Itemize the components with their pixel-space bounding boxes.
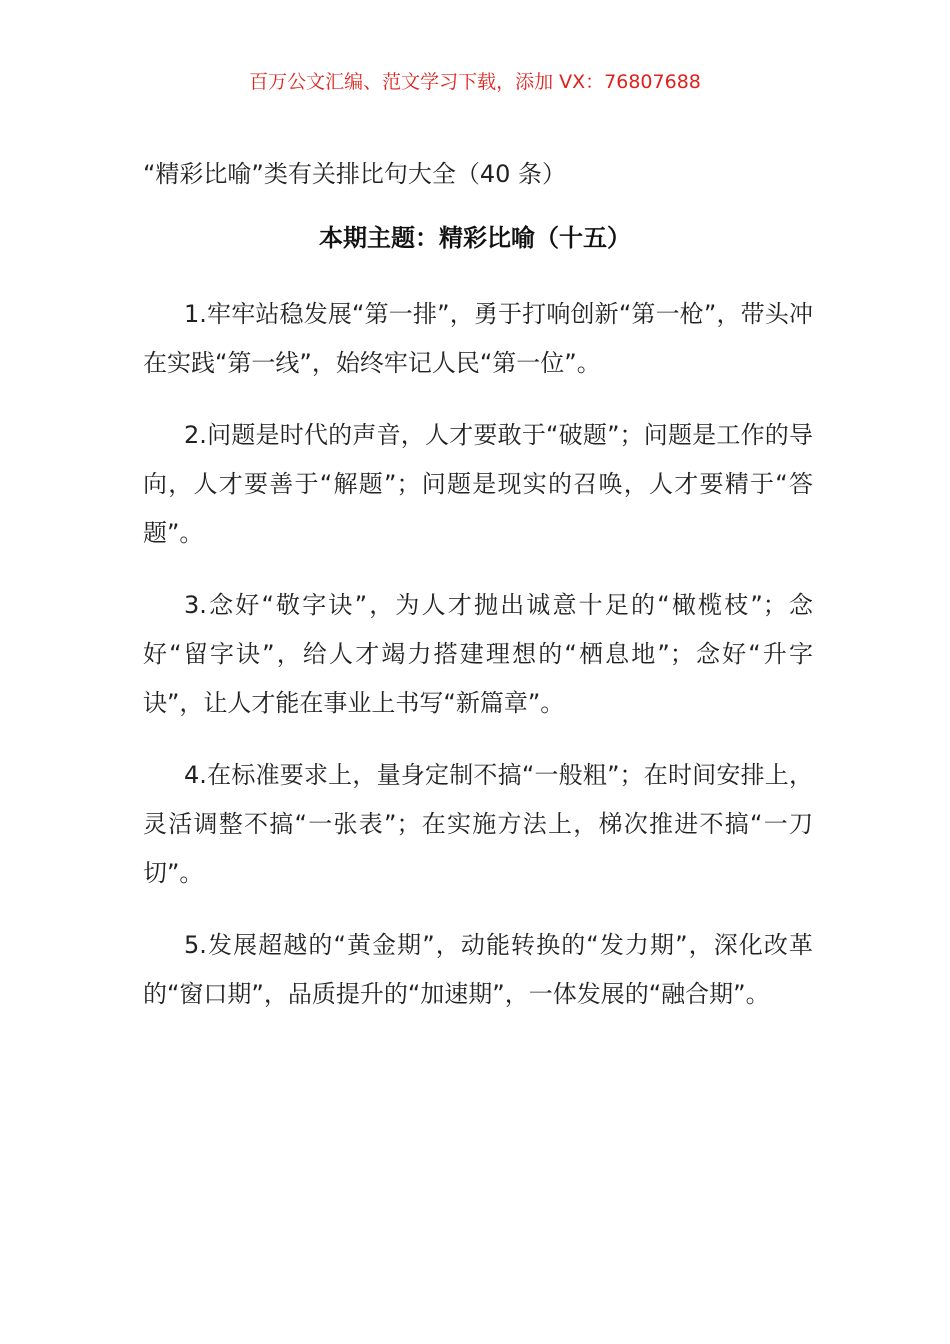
- list-item: 1.牢牢站稳发展“第一排”，勇于打响创新“第一枪”，带头冲在实践“第一线”，始终牢记人民“第一位”。: [143, 300, 813, 377]
- list-item: 2.问题是时代的声音，人才要敢于“破题”；问题是工作的导向，人才要善于“解题”；问题是现实的召唤，人才要精于“答题”。: [143, 421, 813, 547]
- issue-theme-heading: 本期主题：精彩比喻（十五）: [319, 224, 631, 252]
- document-title: “精彩比喻”类有关排比句大全（40 条）: [143, 160, 567, 188]
- watermark-header: 百万公文汇编、范文学习下载，添加 VX：76807688: [249, 71, 701, 93]
- sentence-list: [143, 290, 813, 1042]
- list-item: 4.在标准要求上，量身定制不搞“一般粗”；在时间安排上，灵活调整不搞“一张表”；在实施方法上，梯次推进不搞“一刀切”。: [143, 761, 813, 887]
- list-item: 3.念好“敬字诀”，为人才抛出诚意十足的“橄榄枝”；念好“留字诀”，给人才竭力搭建理想的“栖息地”；念好“升字诀”，让人才能在事业上书写“新篇章”。: [143, 591, 813, 717]
- list-item: 5.发展超越的“黄金期”，动能转换的“发力期”，深化改革的“窗口期”，品质提升的“加速期”，一体发展的“融合期”。: [143, 931, 813, 1008]
